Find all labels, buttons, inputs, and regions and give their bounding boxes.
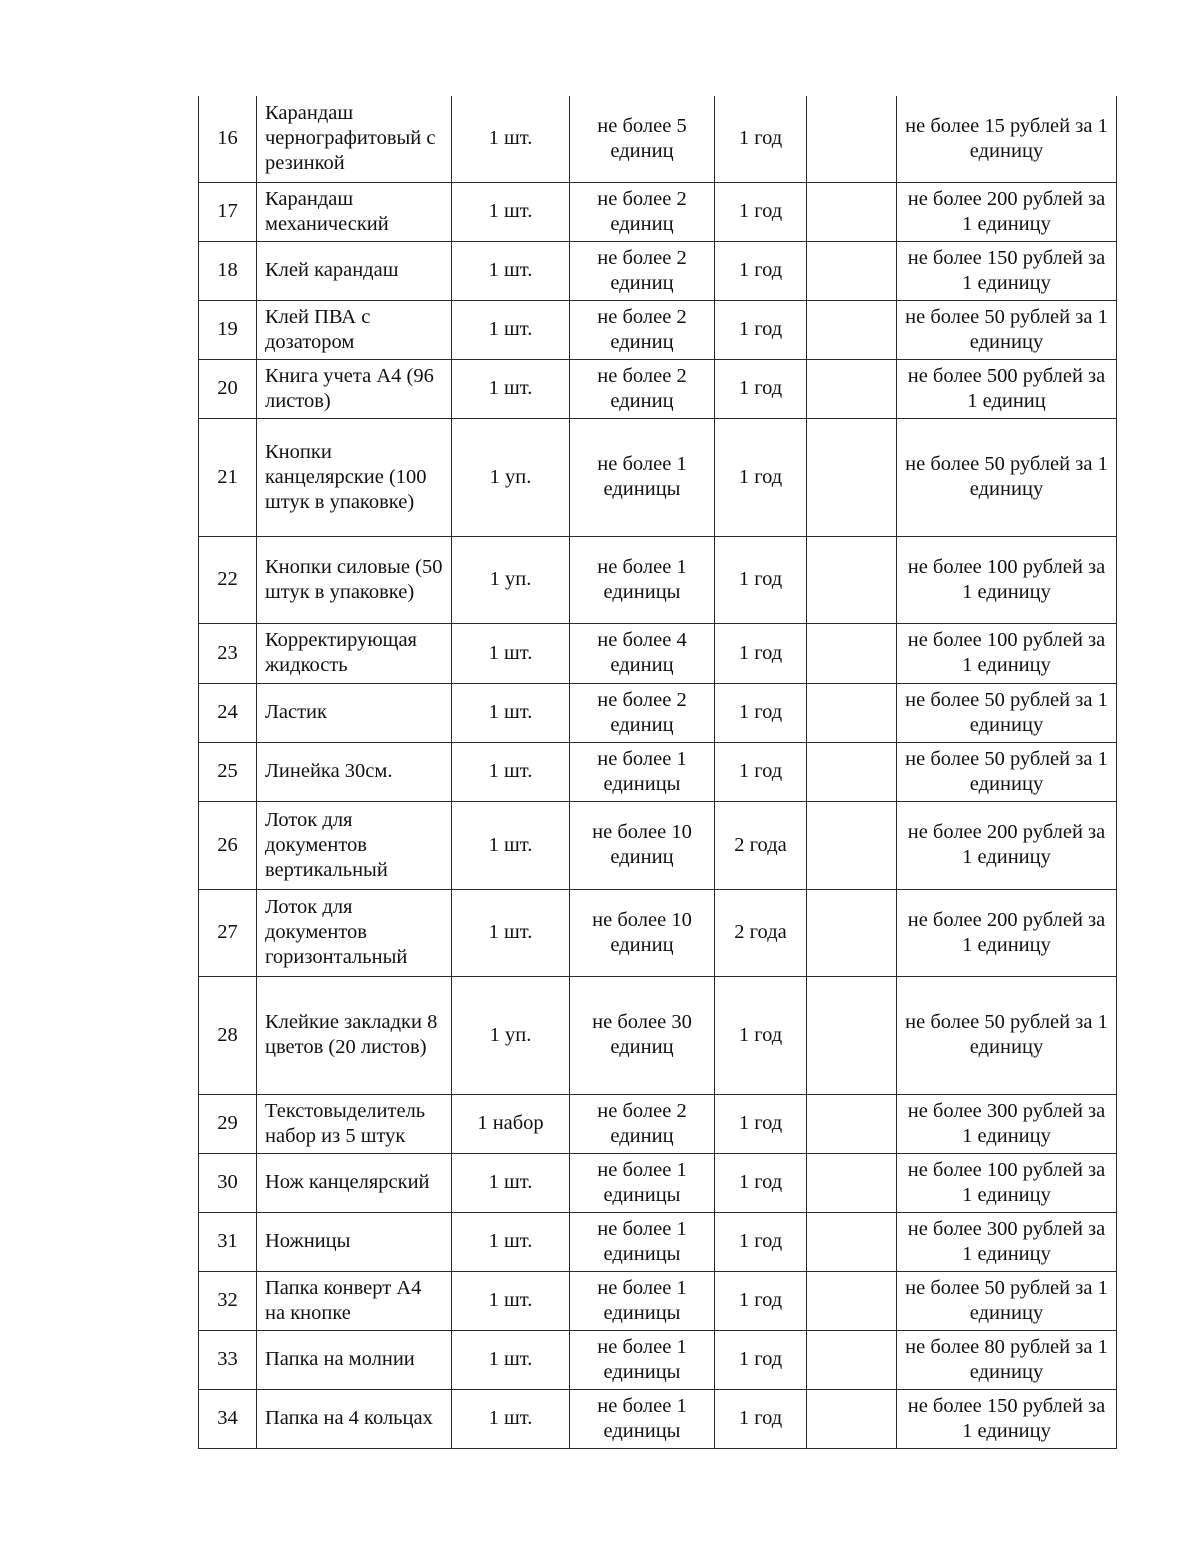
item-period: 1 год [715, 1094, 807, 1153]
item-quantity: не более 30 единиц [570, 976, 715, 1094]
empty-cell [807, 1153, 897, 1212]
row-number: 17 [199, 182, 257, 241]
row-number: 25 [199, 742, 257, 801]
table-row [199, 1153, 1117, 1212]
item-quantity: не более 2 единиц [570, 300, 715, 359]
item-period: 2 года [715, 801, 807, 889]
table-row [199, 1094, 1117, 1153]
table-row [199, 1271, 1117, 1330]
item-price: не более 50 рублей за 1 единицу [897, 976, 1117, 1094]
table-row [199, 182, 1117, 241]
table-row [199, 683, 1117, 742]
item-period: 1 год [715, 742, 807, 801]
item-name: Лоток для документов горизонтальный [257, 889, 452, 976]
item-quantity: не более 4 единиц [570, 623, 715, 683]
item-name: Ножницы [257, 1212, 452, 1271]
item-name: Карандаш механический [257, 182, 452, 241]
item-price: не более 50 рублей за 1 единицу [897, 683, 1117, 742]
item-name: Линейка 30см. [257, 742, 452, 801]
item-name: Текстовыделитель набор из 5 штук [257, 1094, 452, 1153]
table-row [199, 241, 1117, 300]
empty-cell [807, 742, 897, 801]
table-row [199, 536, 1117, 623]
empty-cell [807, 1389, 897, 1448]
item-name: Папка конверт А4 на кнопке [257, 1271, 452, 1330]
row-number: 16 [199, 96, 257, 182]
item-price: не более 100 рублей за 1 единицу [897, 623, 1117, 683]
item-price: не более 15 рублей за 1 единицу [897, 96, 1117, 182]
item-price: не более 100 рублей за 1 единицу [897, 1153, 1117, 1212]
row-number: 32 [199, 1271, 257, 1330]
empty-cell [807, 418, 897, 536]
item-period: 1 год [715, 359, 807, 418]
item-unit: 1 шт. [452, 1212, 570, 1271]
item-name: Папка на 4 кольцах [257, 1389, 452, 1448]
item-price: не более 300 рублей за 1 единицу [897, 1094, 1117, 1153]
item-name: Корректирующая жидкость [257, 623, 452, 683]
item-price: не более 80 рублей за 1 единицу [897, 1330, 1117, 1389]
item-name: Папка на молнии [257, 1330, 452, 1389]
row-number: 29 [199, 1094, 257, 1153]
item-name: Ластик [257, 683, 452, 742]
item-price: не более 150 рублей за 1 единицу [897, 1389, 1117, 1448]
item-unit: 1 шт. [452, 1330, 570, 1389]
item-unit: 1 шт. [452, 182, 570, 241]
item-quantity: не более 5 единиц [570, 96, 715, 182]
item-quantity: не более 1 единицы [570, 418, 715, 536]
item-quantity: не более 2 единиц [570, 359, 715, 418]
item-unit: 1 шт. [452, 300, 570, 359]
table-row [199, 976, 1117, 1094]
empty-cell [807, 96, 897, 182]
item-name: Клей ПВА с дозатором [257, 300, 452, 359]
row-number: 22 [199, 536, 257, 623]
empty-cell [807, 1212, 897, 1271]
item-name: Клей карандаш [257, 241, 452, 300]
item-unit: 1 набор [452, 1094, 570, 1153]
item-name: Нож канцелярский [257, 1153, 452, 1212]
empty-cell [807, 536, 897, 623]
item-unit: 1 уп. [452, 536, 570, 623]
row-number: 27 [199, 889, 257, 976]
table-row [199, 359, 1117, 418]
empty-cell [807, 623, 897, 683]
item-period: 1 год [715, 976, 807, 1094]
item-unit: 1 шт. [452, 889, 570, 976]
table-row [199, 889, 1117, 976]
empty-cell [807, 241, 897, 300]
empty-cell [807, 976, 897, 1094]
item-price: не более 500 рублей за 1 единиц [897, 359, 1117, 418]
row-number: 18 [199, 241, 257, 300]
item-period: 1 год [715, 300, 807, 359]
item-quantity: не более 10 единиц [570, 889, 715, 976]
item-price: не более 300 рублей за 1 единицу [897, 1212, 1117, 1271]
row-number: 24 [199, 683, 257, 742]
table-row [199, 1330, 1117, 1389]
item-period: 1 год [715, 536, 807, 623]
row-number: 21 [199, 418, 257, 536]
table-row [199, 623, 1117, 683]
item-price: не более 100 рублей за 1 единицу [897, 536, 1117, 623]
table-row [199, 300, 1117, 359]
item-period: 1 год [715, 1330, 807, 1389]
item-quantity: не более 1 единицы [570, 742, 715, 801]
supplies-table [198, 96, 1117, 1449]
item-quantity: не более 2 единиц [570, 182, 715, 241]
item-quantity: не более 1 единицы [570, 1389, 715, 1448]
table-row [199, 1212, 1117, 1271]
item-quantity: не более 2 единиц [570, 1094, 715, 1153]
item-price: не более 150 рублей за 1 единицу [897, 241, 1117, 300]
item-price: не более 200 рублей за 1 единицу [897, 801, 1117, 889]
row-number: 33 [199, 1330, 257, 1389]
item-period: 2 года [715, 889, 807, 976]
item-unit: 1 шт. [452, 801, 570, 889]
item-period: 1 год [715, 1212, 807, 1271]
empty-cell [807, 1271, 897, 1330]
item-quantity: не более 1 единицы [570, 1153, 715, 1212]
item-price: не более 200 рублей за 1 единицу [897, 182, 1117, 241]
item-quantity: не более 1 единицы [570, 1330, 715, 1389]
empty-cell [807, 1094, 897, 1153]
item-quantity: не более 1 единицы [570, 536, 715, 623]
item-name: Кнопки канцелярские (100 штук в упаковке) [257, 418, 452, 536]
row-number: 26 [199, 801, 257, 889]
empty-cell [807, 359, 897, 418]
item-quantity: не более 2 единиц [570, 683, 715, 742]
item-period: 1 год [715, 96, 807, 182]
item-unit: 1 шт. [452, 1271, 570, 1330]
table-row [199, 418, 1117, 536]
empty-cell [807, 182, 897, 241]
empty-cell [807, 1330, 897, 1389]
item-period: 1 год [715, 1271, 807, 1330]
item-name: Кнопки силовые (50 штук в упаковке) [257, 536, 452, 623]
item-unit: 1 шт. [452, 96, 570, 182]
item-unit: 1 шт. [452, 1153, 570, 1212]
item-price: не более 50 рублей за 1 единицу [897, 1271, 1117, 1330]
table-row [199, 801, 1117, 889]
row-number: 19 [199, 300, 257, 359]
item-period: 1 год [715, 683, 807, 742]
item-period: 1 год [715, 241, 807, 300]
table-row [199, 742, 1117, 801]
item-name: Карандаш чернографитовый с резинкой [257, 96, 452, 182]
empty-cell [807, 801, 897, 889]
item-period: 1 год [715, 623, 807, 683]
item-unit: 1 шт. [452, 683, 570, 742]
item-unit: 1 уп. [452, 976, 570, 1094]
item-quantity: не более 1 единицы [570, 1212, 715, 1271]
row-number: 28 [199, 976, 257, 1094]
item-name: Клейкие закладки 8 цветов (20 листов) [257, 976, 452, 1094]
item-price: не более 50 рублей за 1 единицу [897, 418, 1117, 536]
empty-cell [807, 683, 897, 742]
empty-cell [807, 889, 897, 976]
row-number: 34 [199, 1389, 257, 1448]
item-period: 1 год [715, 418, 807, 536]
item-unit: 1 шт. [452, 623, 570, 683]
row-number: 23 [199, 623, 257, 683]
item-price: не более 50 рублей за 1 единицу [897, 300, 1117, 359]
table-row [199, 96, 1117, 182]
item-unit: 1 шт. [452, 359, 570, 418]
item-name: Лоток для документов вертикальный [257, 801, 452, 889]
item-unit: 1 шт. [452, 742, 570, 801]
item-unit: 1 уп. [452, 418, 570, 536]
item-quantity: не более 2 единиц [570, 241, 715, 300]
item-unit: 1 шт. [452, 1389, 570, 1448]
item-period: 1 год [715, 1389, 807, 1448]
item-price: не более 50 рублей за 1 единицу [897, 742, 1117, 801]
item-price: не более 200 рублей за 1 единицу [897, 889, 1117, 976]
row-number: 30 [199, 1153, 257, 1212]
row-number: 31 [199, 1212, 257, 1271]
table-row [199, 1389, 1117, 1448]
table-body [199, 96, 1117, 1448]
item-unit: 1 шт. [452, 241, 570, 300]
item-quantity: не более 10 единиц [570, 801, 715, 889]
row-number: 20 [199, 359, 257, 418]
item-period: 1 год [715, 182, 807, 241]
empty-cell [807, 300, 897, 359]
item-quantity: не более 1 единицы [570, 1271, 715, 1330]
item-name: Книга учета А4 (96 листов) [257, 359, 452, 418]
item-period: 1 год [715, 1153, 807, 1212]
